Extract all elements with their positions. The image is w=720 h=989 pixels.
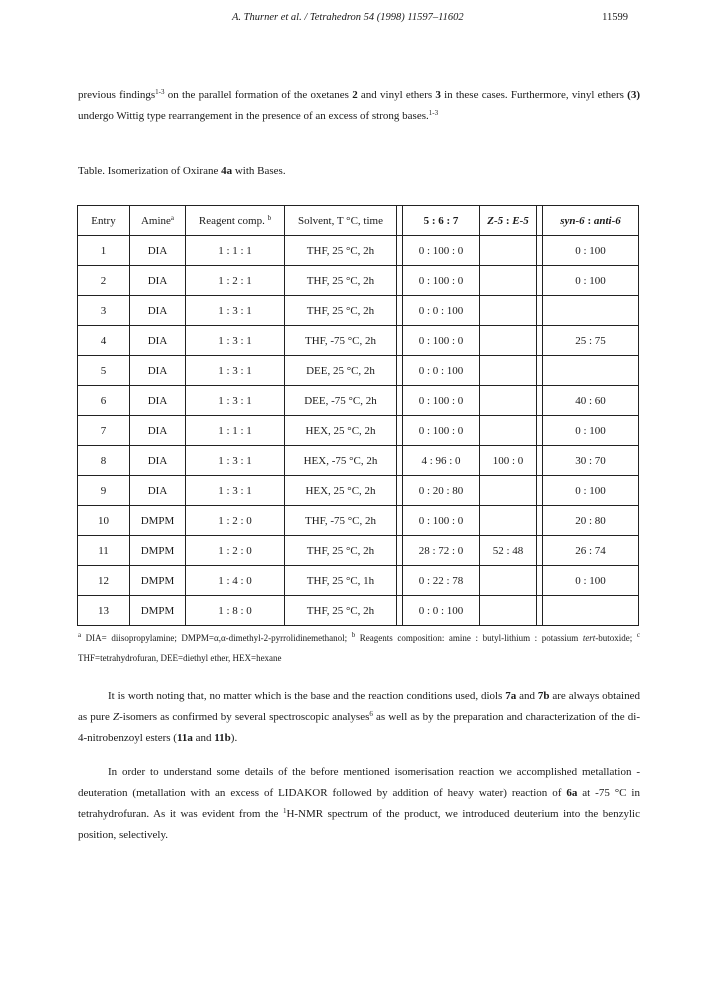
footnote-text: tert bbox=[582, 633, 596, 643]
cell-solvent: DEE, 25 °C, 2h bbox=[285, 356, 397, 386]
header-text: E-5 bbox=[512, 214, 529, 227]
table-row bbox=[78, 566, 639, 596]
cell-entry: 8 bbox=[78, 446, 130, 476]
cell-amine: DIA bbox=[130, 236, 186, 266]
cell-syn-anti bbox=[543, 296, 639, 326]
cell-z5-e5 bbox=[480, 596, 537, 626]
header-text: : bbox=[584, 214, 594, 227]
cell-amine: DMPM bbox=[130, 506, 186, 536]
footnote-marker: b bbox=[267, 213, 272, 222]
header-syn-anti bbox=[543, 206, 639, 236]
cell-solvent: THF, 25 °C, 2h bbox=[285, 296, 397, 326]
cell-ratio: 28 : 72 : 0 bbox=[403, 536, 480, 566]
compound-ref: 6a bbox=[566, 787, 578, 799]
cell-entry: 13 bbox=[78, 596, 130, 626]
cell-ratio: 4 : 96 : 0 bbox=[403, 446, 480, 476]
table-row bbox=[78, 266, 639, 296]
footnote-text: Reagents composition: amine : butyl-lithium : potassium bbox=[355, 633, 583, 643]
cell-syn-anti: 0 : 100 bbox=[543, 476, 639, 506]
cell-solvent: THF, 25 °C, 1h bbox=[285, 566, 397, 596]
cell-z5-e5 bbox=[480, 236, 537, 266]
cell-ratio: 0 : 0 : 100 bbox=[403, 356, 480, 386]
page-number: 11599 bbox=[602, 12, 628, 23]
footnote-marker: a bbox=[78, 631, 82, 639]
cell-amine: DIA bbox=[130, 296, 186, 326]
table-row bbox=[78, 326, 639, 356]
cell-entry: 11 bbox=[78, 536, 130, 566]
header-text: Amine bbox=[140, 214, 171, 227]
cell-reagent: 1 : 1 : 1 bbox=[186, 236, 285, 266]
text-run: ). bbox=[230, 732, 238, 744]
cell-reagent: 1 : 8 : 0 bbox=[186, 596, 285, 626]
cell-entry: 2 bbox=[78, 266, 130, 296]
cell-entry: 1 bbox=[78, 236, 130, 266]
cell-reagent: 1 : 2 : 1 bbox=[186, 266, 285, 296]
cell-amine: DIA bbox=[130, 326, 186, 356]
cell-entry: 9 bbox=[78, 476, 130, 506]
text-run: It is worth noting that, no matter which is the base and the reaction conditions used, diols bbox=[108, 690, 506, 702]
cell-solvent: THF, 25 °C, 2h bbox=[285, 596, 397, 626]
cell-z5-e5 bbox=[480, 296, 537, 326]
paragraph-deuteration bbox=[78, 762, 640, 846]
footnote-marker: b bbox=[351, 631, 356, 639]
header-entry: Entry bbox=[78, 206, 130, 236]
cell-ratio: 0 : 0 : 100 bbox=[403, 596, 480, 626]
cell-ratio: 0 : 100 : 0 bbox=[403, 506, 480, 536]
header-text: : bbox=[503, 214, 513, 227]
cell-amine: DIA bbox=[130, 416, 186, 446]
paragraph-diols bbox=[78, 686, 640, 749]
cell-reagent: 1 : 3 : 1 bbox=[186, 446, 285, 476]
caption-text: with Bases. bbox=[232, 165, 286, 177]
cell-z5-e5 bbox=[480, 416, 537, 446]
cell-amine: DMPM bbox=[130, 566, 186, 596]
citation-superscript: 1 bbox=[282, 807, 287, 815]
table-caption bbox=[78, 165, 286, 177]
table-row bbox=[78, 356, 639, 386]
cell-reagent: 1 : 2 : 0 bbox=[186, 506, 285, 536]
running-title: A. Thurner et al. / Tetrahedron 54 (1998) 11597–11602 bbox=[232, 12, 464, 23]
header-amine bbox=[130, 206, 186, 236]
cell-z5-e5 bbox=[480, 386, 537, 416]
compound-ref: 4a bbox=[221, 165, 233, 177]
cell-z5-e5 bbox=[480, 566, 537, 596]
text-run: at -75 °C in tetrahydrofuran. As it was evident from the bbox=[78, 787, 640, 820]
table-row bbox=[78, 416, 639, 446]
cell-amine: DMPM bbox=[130, 596, 186, 626]
citation-superscript: 1-3 bbox=[428, 109, 439, 117]
cell-syn-anti bbox=[543, 356, 639, 386]
text-run: and bbox=[516, 690, 538, 702]
compound-ref: (3) bbox=[627, 89, 640, 101]
table-row bbox=[78, 596, 639, 626]
cell-solvent: THF, 25 °C, 2h bbox=[285, 536, 397, 566]
cell-syn-anti: 0 : 100 bbox=[543, 266, 639, 296]
cell-reagent: 1 : 3 : 1 bbox=[186, 296, 285, 326]
cell-ratio: 0 : 22 : 78 bbox=[403, 566, 480, 596]
compound-ref: 2 bbox=[352, 89, 358, 101]
cell-entry: 10 bbox=[78, 506, 130, 536]
citation-superscript: 6 bbox=[369, 710, 373, 718]
footnote-marker: a bbox=[170, 213, 175, 222]
cell-reagent: 1 : 3 : 1 bbox=[186, 356, 285, 386]
footnote-text: -butoxide; bbox=[595, 633, 637, 643]
cell-ratio: 0 : 100 : 0 bbox=[403, 266, 480, 296]
cell-reagent: 1 : 1 : 1 bbox=[186, 416, 285, 446]
cell-entry: 4 bbox=[78, 326, 130, 356]
table-row bbox=[78, 446, 639, 476]
footnote-marker: c bbox=[636, 631, 640, 639]
cell-reagent: 1 : 3 : 1 bbox=[186, 386, 285, 416]
cell-syn-anti: 40 : 60 bbox=[543, 386, 639, 416]
text-run: in these cases. Furthermore, vinyl ethers bbox=[440, 89, 628, 101]
text-run: previous findings bbox=[78, 89, 156, 101]
cell-z5-e5 bbox=[480, 506, 537, 536]
cell-syn-anti: 0 : 100 bbox=[543, 566, 639, 596]
cell-solvent: THF, -75 °C, 2h bbox=[285, 326, 397, 356]
text-run: -isomers as confirmed by several spectroscopic analyses bbox=[119, 711, 370, 723]
cell-entry: 6 bbox=[78, 386, 130, 416]
cell-syn-anti: 30 : 70 bbox=[543, 446, 639, 476]
cell-solvent: THF, 25 °C, 2h bbox=[285, 236, 397, 266]
header-text: Reagent comp. bbox=[198, 214, 265, 227]
cell-amine: DIA bbox=[130, 476, 186, 506]
table-header-row bbox=[78, 206, 639, 236]
cell-z5-e5 bbox=[480, 266, 537, 296]
text-run: and vinyl ethers bbox=[357, 89, 436, 101]
cell-syn-anti: 25 : 75 bbox=[543, 326, 639, 356]
cell-reagent: 1 : 4 : 0 bbox=[186, 566, 285, 596]
running-header bbox=[0, 12, 720, 28]
cell-ratio: 0 : 20 : 80 bbox=[403, 476, 480, 506]
cell-entry: 3 bbox=[78, 296, 130, 326]
header-text: 5 : 6 : 7 bbox=[423, 214, 459, 227]
table-row bbox=[78, 386, 639, 416]
header-z5-e5 bbox=[480, 206, 537, 236]
cell-syn-anti: 26 : 74 bbox=[543, 536, 639, 566]
compound-ref: 11b bbox=[214, 732, 231, 744]
cell-z5-e5 bbox=[480, 476, 537, 506]
cell-solvent: DEE, -75 °C, 2h bbox=[285, 386, 397, 416]
header-text: syn-6 bbox=[560, 214, 585, 227]
table-row bbox=[78, 476, 639, 506]
cell-solvent: HEX, 25 °C, 2h bbox=[285, 416, 397, 446]
header-text: Z-5 bbox=[487, 214, 504, 227]
cell-reagent: 1 : 2 : 0 bbox=[186, 536, 285, 566]
header-text: anti-6 bbox=[593, 214, 621, 227]
cell-solvent: HEX, 25 °C, 2h bbox=[285, 476, 397, 506]
cell-entry: 5 bbox=[78, 356, 130, 386]
cell-amine: DIA bbox=[130, 356, 186, 386]
compound-ref: 7a bbox=[505, 690, 517, 702]
cell-solvent: THF, -75 °C, 2h bbox=[285, 506, 397, 536]
cell-ratio: 0 : 100 : 0 bbox=[403, 326, 480, 356]
cell-amine: DIA bbox=[130, 386, 186, 416]
caption-text: Table. Isomerization of Oxirane bbox=[78, 165, 222, 177]
cell-reagent: 1 : 3 : 1 bbox=[186, 326, 285, 356]
cell-amine: DIA bbox=[130, 266, 186, 296]
cell-z5-e5 bbox=[480, 356, 537, 386]
table-row bbox=[78, 236, 639, 266]
citation-superscript: 1-3 bbox=[155, 88, 165, 96]
header-solvent: Solvent, T °C, time bbox=[285, 206, 397, 236]
text-run: and bbox=[192, 732, 215, 744]
cell-z5-e5: 52 : 48 bbox=[480, 536, 537, 566]
paragraph-intro bbox=[78, 85, 640, 127]
cell-ratio: 0 : 0 : 100 bbox=[403, 296, 480, 326]
table-row bbox=[78, 536, 639, 566]
compound-ref: 11a bbox=[176, 732, 193, 744]
text-run: undergo Wittig type rearrangement in the presence of an excess of strong bases. bbox=[78, 110, 429, 122]
cell-ratio: 0 : 100 : 0 bbox=[403, 236, 480, 266]
compound-ref: 7b bbox=[537, 690, 550, 702]
cell-entry: 12 bbox=[78, 566, 130, 596]
cell-z5-e5 bbox=[480, 326, 537, 356]
cell-syn-anti bbox=[543, 596, 639, 626]
header-reagent bbox=[186, 206, 285, 236]
text-run: In order to understand some details of the before mentioned isomerisation reaction we accomplished metallation - deuteration (metallation with an excess of LIDAKOR followed by addition of heavy water) reaction of bbox=[78, 766, 640, 799]
cell-amine: DMPM bbox=[130, 536, 186, 566]
cell-syn-anti: 0 : 100 bbox=[543, 416, 639, 446]
cell-ratio: 0 : 100 : 0 bbox=[403, 386, 480, 416]
compound-ref: 3 bbox=[435, 89, 441, 101]
footnote-text: THF=tetrahydrofuran, DEE=diethyl ether, HEX=hexane bbox=[78, 653, 282, 663]
table-row bbox=[78, 296, 639, 326]
cell-syn-anti: 20 : 80 bbox=[543, 506, 639, 536]
text-run: Z bbox=[112, 711, 120, 723]
table-footnote bbox=[78, 628, 640, 668]
header-ratio bbox=[403, 206, 480, 236]
cell-entry: 7 bbox=[78, 416, 130, 446]
text-run: as well as by the preparation and characterization of the di-4-nitrobenzoyl esters ( bbox=[78, 711, 641, 744]
cell-ratio: 0 : 100 : 0 bbox=[403, 416, 480, 446]
cell-z5-e5: 100 : 0 bbox=[480, 446, 537, 476]
cell-solvent: HEX, -75 °C, 2h bbox=[285, 446, 397, 476]
table-row bbox=[78, 506, 639, 536]
cell-syn-anti: 0 : 100 bbox=[543, 236, 639, 266]
cell-amine: DIA bbox=[130, 446, 186, 476]
text-run: are always obtained as pure bbox=[78, 690, 640, 723]
isomerization-table bbox=[77, 205, 639, 626]
text-run: on the parallel formation of the oxetanes bbox=[164, 89, 353, 101]
cell-solvent: THF, 25 °C, 2h bbox=[285, 266, 397, 296]
cell-reagent: 1 : 3 : 1 bbox=[186, 476, 285, 506]
footnote-text: DIA= diisopropylamine; DMPM=α,α-dimethyl-2-pyrrolidinemethanol; bbox=[81, 633, 352, 643]
text-run: H-NMR spectrum of the product, we introduced deuterium into the benzylic position, selectively. bbox=[78, 808, 640, 841]
